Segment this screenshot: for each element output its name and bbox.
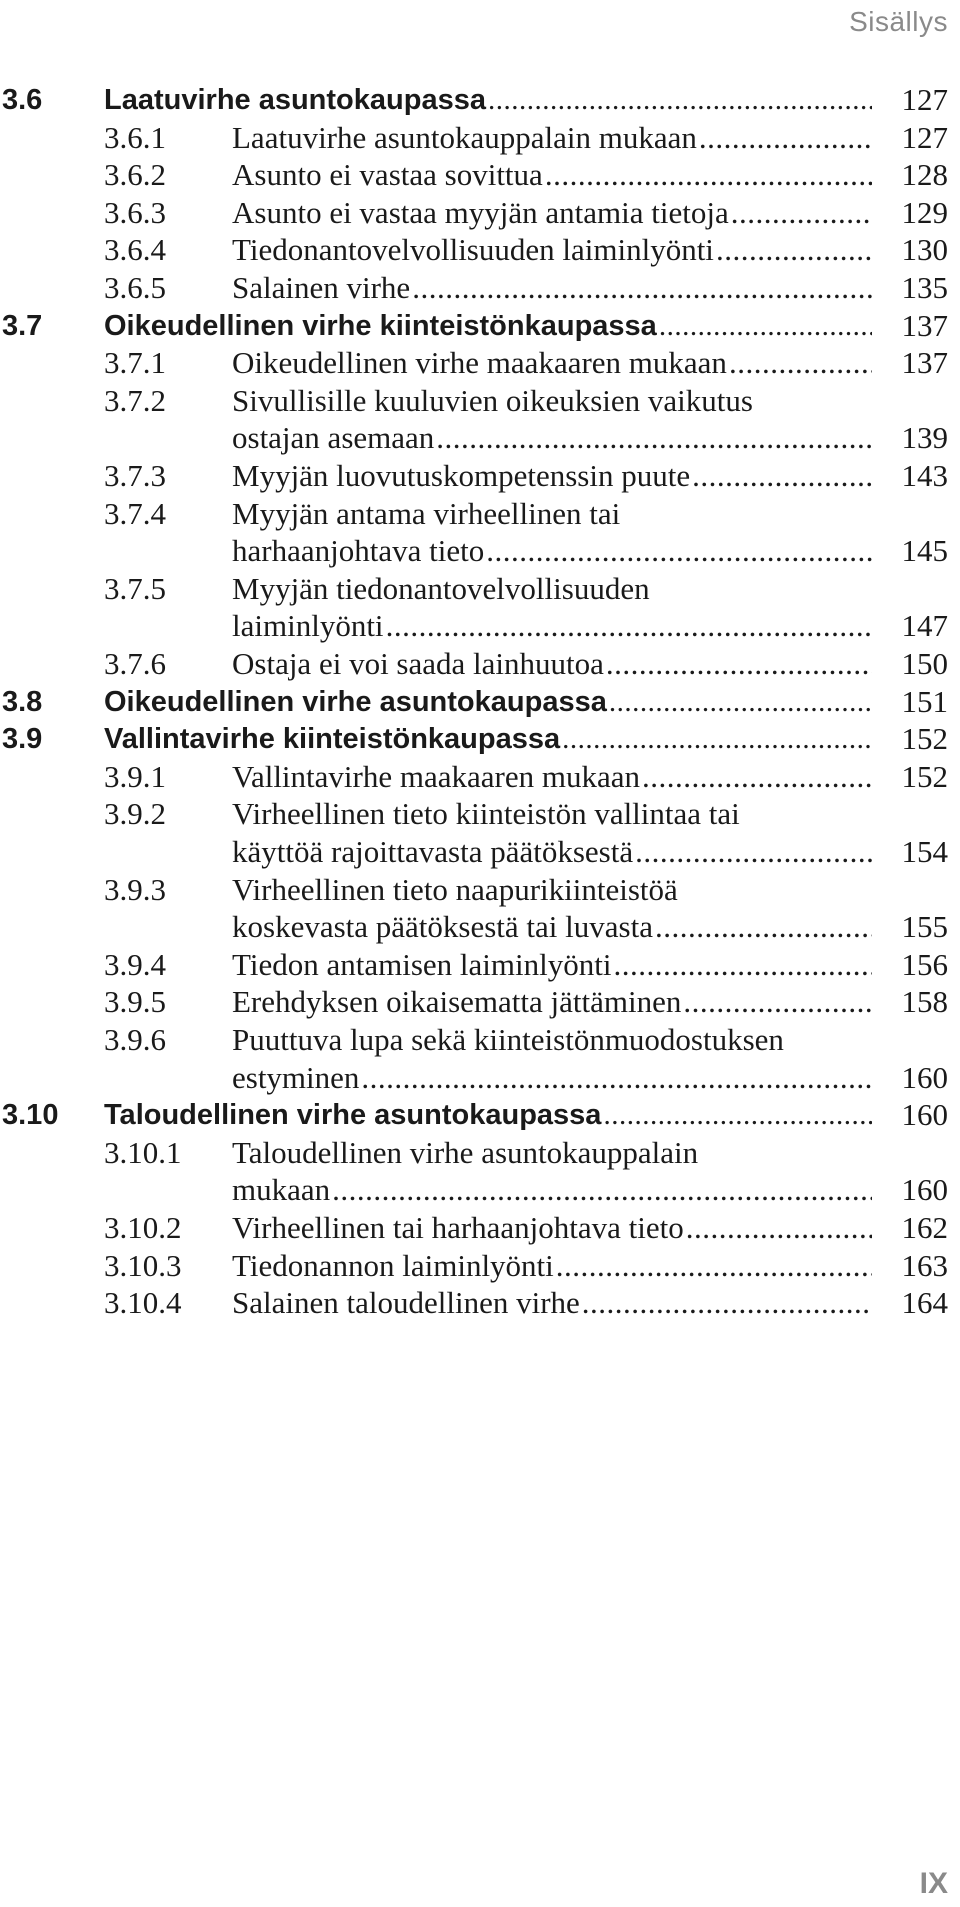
section-number: 3.7.5	[104, 570, 166, 606]
title-with-leader	[232, 118, 876, 158]
section-number: 3.7.1	[104, 345, 166, 381]
section-title: Virheellinen tieto naapurikiinteistöä	[232, 871, 678, 907]
title-with-leader	[104, 1095, 876, 1135]
section-number: 3.7.2	[104, 382, 166, 418]
dot-leader	[659, 306, 872, 346]
section-number: 3.10	[2, 1099, 59, 1132]
toc-entry-line	[0, 268, 960, 308]
title-with-leader	[232, 1283, 876, 1323]
section-title: Asunto ei vastaa myyjän antamia tietoja	[232, 194, 729, 230]
page-ref: 135	[901, 270, 948, 305]
section-number: 3.9.4	[104, 946, 166, 982]
section-title: Puuttuva lupa sekä kiinteistönmuodostuksen	[232, 1022, 784, 1057]
section-title: Laatuvirhe asuntokaupassa	[104, 84, 486, 116]
section-title: Salainen taloudellinen virhe	[232, 1285, 580, 1321]
page-ref: 164	[901, 1285, 948, 1321]
title-with-leader	[232, 945, 876, 985]
title-with-leader	[232, 907, 876, 947]
toc-entry-line	[0, 832, 960, 872]
title-with-leader	[232, 1246, 876, 1286]
page-ref: 129	[901, 194, 948, 230]
page-ref: 130	[901, 232, 948, 268]
page-ref: 151	[901, 683, 948, 719]
toc-entry-line	[0, 870, 960, 910]
page-ref: 160	[901, 1097, 948, 1133]
page-ref: 156	[901, 946, 948, 982]
section-title: laiminlyönti	[232, 608, 384, 644]
toc-entry-line	[0, 907, 960, 947]
dot-leader	[386, 606, 872, 646]
section-title: Tiedonannon laiminlyönti	[232, 1247, 554, 1283]
dot-leader	[613, 945, 872, 985]
section-title: Sivullisille kuuluvien oikeuksien vaikutus	[232, 382, 753, 418]
dot-leader	[488, 80, 872, 120]
section-title: Oikeudellinen virhe maakaaren mukaan	[232, 345, 727, 381]
section-number: 3.6.5	[104, 270, 166, 305]
page-ref: 152	[901, 721, 948, 757]
section-title: koskevasta päätöksestä tai luvasta	[232, 909, 653, 945]
page-ref: 152	[901, 758, 948, 794]
dot-leader	[635, 832, 872, 872]
toc-entry-line	[0, 494, 960, 534]
toc-entry-line	[0, 1058, 960, 1098]
section-number: 3.9	[2, 723, 43, 756]
toc-entry-line	[0, 1208, 960, 1248]
dot-leader	[686, 1208, 872, 1248]
title-with-leader	[232, 606, 876, 646]
section-title: Myyjän tiedonantovelvollisuuden	[232, 570, 650, 606]
section-title: Vallintavirhe kiinteistönkaupassa	[104, 723, 561, 756]
toc-entry-line	[0, 531, 960, 571]
section-title: estyminen	[232, 1059, 360, 1095]
section-number: 3.7.3	[104, 458, 166, 493]
section-title: Myyjän antama virheellinen tai	[232, 495, 621, 531]
toc-entry-line	[0, 1020, 960, 1060]
section-number: 3.9.6	[104, 1022, 166, 1057]
title-with-leader	[104, 306, 876, 346]
page-ref: 127	[901, 82, 948, 117]
section-number: 3.7.6	[104, 646, 166, 681]
title-with-leader	[232, 418, 876, 458]
title-with-leader	[232, 456, 876, 496]
toc-entry-line	[0, 1133, 960, 1173]
dot-leader	[699, 118, 872, 158]
section-number: 3.9.3	[104, 871, 166, 907]
page-ref: 137	[901, 345, 948, 381]
dot-leader	[655, 907, 872, 947]
title-with-leader	[232, 343, 876, 383]
toc-entry-line	[0, 155, 960, 195]
page-ref: 139	[901, 420, 948, 456]
section-number: 3.10.1	[104, 1134, 182, 1170]
toc-entry-line	[0, 418, 960, 458]
dot-leader	[731, 193, 872, 233]
page-ref: 147	[901, 608, 948, 644]
title-with-leader	[232, 832, 876, 872]
toc-entry-line	[0, 306, 960, 346]
section-number: 3.10.2	[104, 1210, 182, 1245]
section-title: Vallintavirhe maakaaren mukaan	[232, 758, 640, 794]
toc-entry-line	[0, 80, 960, 120]
toc-entry-line	[0, 456, 960, 496]
toc-entry-line	[0, 1246, 960, 1286]
dot-leader	[486, 531, 872, 571]
section-number: 3.10.3	[104, 1247, 182, 1283]
dot-leader	[729, 343, 872, 383]
dot-leader	[642, 757, 872, 797]
toc-entry-line	[0, 719, 960, 759]
toc-entry-line	[0, 381, 960, 421]
toc-entry-line	[0, 193, 960, 233]
dot-leader	[603, 1095, 872, 1135]
page-ref: 154	[901, 834, 948, 869]
page-ref: 128	[901, 157, 948, 193]
page-ref: 162	[901, 1210, 948, 1245]
toc-entry-line	[0, 682, 960, 722]
section-number: 3.10.4	[104, 1285, 182, 1321]
section-number: 3.9.2	[104, 796, 166, 832]
section-title: Oikeudellinen virhe asuntokaupassa	[104, 685, 607, 718]
section-title: mukaan	[232, 1172, 331, 1208]
title-with-leader	[232, 268, 876, 308]
section-number: 3.6.2	[104, 157, 166, 193]
title-with-leader	[232, 644, 876, 684]
title-with-leader	[232, 1058, 876, 1098]
section-title: Ostaja ei voi saada lainhuutoa	[232, 646, 604, 681]
dot-leader	[562, 719, 872, 759]
dot-leader	[436, 418, 872, 458]
page-ref: 160	[901, 1172, 948, 1208]
title-with-leader	[104, 682, 876, 722]
toc-entry-line	[0, 606, 960, 646]
section-title: Laatuvirhe asuntokauppalain mukaan	[232, 119, 697, 155]
page-ref: 143	[901, 458, 948, 493]
dot-leader	[361, 1058, 872, 1098]
title-with-leader	[232, 757, 876, 797]
section-title: käyttöä rajoittavasta päätöksestä	[232, 834, 634, 869]
title-with-leader	[104, 719, 876, 759]
toc-entry-line	[0, 945, 960, 985]
dot-leader	[716, 230, 872, 270]
section-title: Oikeudellinen virhe kiinteistönkaupassa	[104, 309, 657, 342]
toc-entry-line	[0, 644, 960, 684]
page-ref: 158	[901, 984, 948, 1020]
toc-entry-line	[0, 1170, 960, 1210]
section-title: Taloudellinen virhe asuntokauppalain	[232, 1134, 699, 1170]
toc-entry-line	[0, 982, 960, 1022]
section-title: Asunto ei vastaa sovittua	[232, 157, 543, 193]
dot-leader	[692, 456, 872, 496]
title-with-leader	[232, 155, 876, 195]
section-title: Virheellinen tieto kiinteistön vallintaa tai	[232, 796, 740, 832]
section-title: Salainen virhe	[232, 270, 411, 305]
toc-entry-line	[0, 794, 960, 834]
title-with-leader	[232, 230, 876, 270]
page-ref: 145	[901, 533, 948, 569]
dot-leader	[412, 268, 872, 308]
page-ref: 163	[901, 1247, 948, 1283]
section-number: 3.8	[2, 685, 43, 718]
dot-leader	[606, 644, 872, 684]
section-title: harhaanjohtava tieto	[232, 533, 485, 569]
page-ref: 160	[901, 1059, 948, 1095]
section-title: Erehdyksen oikaisematta jättäminen	[232, 984, 682, 1020]
toc-entry-line	[0, 118, 960, 158]
section-title: Virheellinen tai harhaanjohtava tieto	[232, 1210, 684, 1245]
dot-leader	[332, 1170, 872, 1210]
section-number: 3.6.3	[104, 194, 166, 230]
page-ref: 150	[901, 646, 948, 681]
title-with-leader	[232, 531, 876, 571]
section-number: 3.6.1	[104, 119, 166, 155]
section-number: 3.7.4	[104, 495, 166, 531]
section-number: 3.9.5	[104, 984, 166, 1020]
section-number: 3.9.1	[104, 758, 166, 794]
dot-leader	[556, 1246, 872, 1286]
page-ref: 137	[901, 307, 948, 343]
title-with-leader	[232, 193, 876, 233]
toc-entry-line	[0, 1095, 960, 1135]
section-number: 3.6.4	[104, 232, 166, 268]
section-number: 3.6	[2, 84, 43, 116]
dot-leader	[609, 682, 872, 722]
title-with-leader	[232, 982, 876, 1022]
page-ref: 155	[901, 909, 948, 945]
toc-entry-line	[0, 1283, 960, 1323]
dot-leader	[582, 1283, 872, 1323]
section-title: Tiedon antamisen laiminlyönti	[232, 946, 612, 982]
toc-entry-line	[0, 757, 960, 797]
toc-entry-line	[0, 343, 960, 383]
page-number: IX	[919, 1867, 948, 1900]
section-number: 3.7	[2, 309, 43, 342]
section-title: Taloudellinen virhe asuntokaupassa	[104, 1099, 602, 1132]
dot-leader	[545, 155, 872, 195]
dot-leader	[683, 982, 872, 1022]
section-title: Tiedonantovelvollisuuden laiminlyönti	[232, 232, 714, 268]
title-with-leader	[232, 1170, 876, 1210]
section-title: ostajan asemaan	[232, 420, 435, 456]
page-ref: 127	[901, 119, 948, 155]
running-head: Sisällys	[849, 6, 948, 37]
title-with-leader	[232, 1208, 876, 1248]
section-title: Myyjän luovutuskompetenssin puute	[232, 458, 691, 493]
title-with-leader	[104, 80, 876, 120]
toc-entry-line	[0, 230, 960, 270]
toc-entry-line	[0, 569, 960, 609]
